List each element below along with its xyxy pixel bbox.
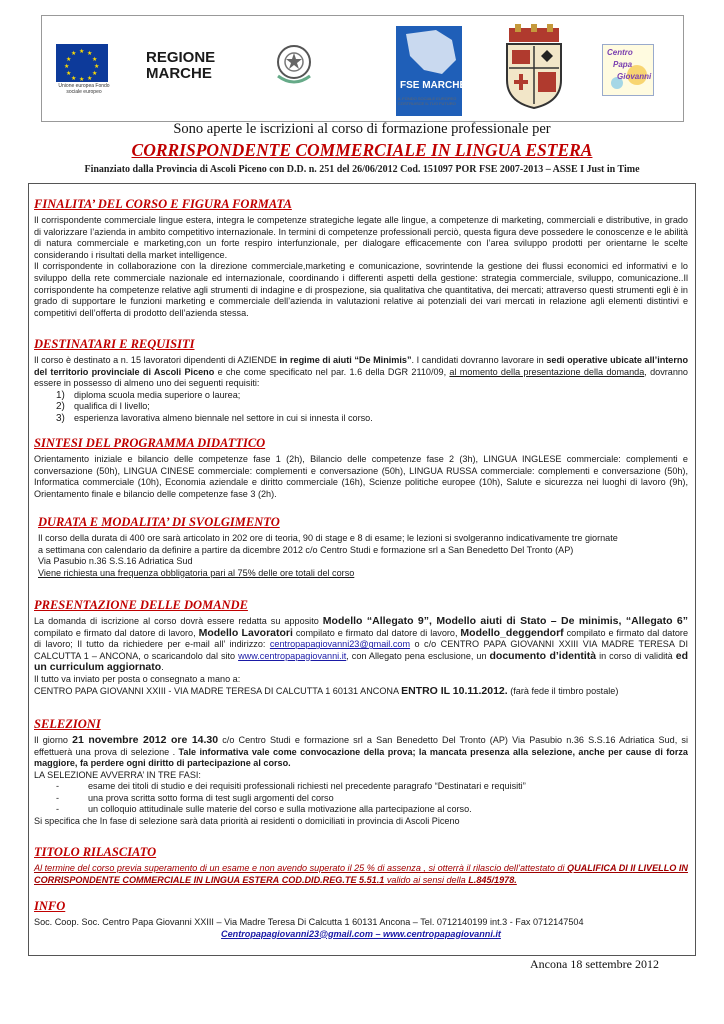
section-title-selezioni: SELEZIONI <box>34 717 101 731</box>
regione-marche-logo <box>146 49 216 82</box>
eu-caption: Unione europea Fondo sociale europeo <box>58 83 110 95</box>
presentazione-text-k: in corso di validità <box>596 650 676 661</box>
selezioni-text-d: Tale informativa vale come convocazione della prova; la mancata presenza alla selezione, anche per cause di forza maggiore, fa perdere ogni diritto di partecipazione al corso. <box>34 746 688 769</box>
section-selezioni <box>34 717 688 827</box>
presentazione-text-d: Modello Lavoratori <box>198 626 293 639</box>
titolo-paragraph <box>34 863 688 886</box>
section-title-finalita: FINALITA’ DEL CORSO E FIGURA FORMATA <box>34 197 292 211</box>
course-title: CORRISPONDENTE COMMERCIALE IN LINGUA ESTERA <box>131 140 593 160</box>
presentazione-text-c: compilato e firmato dal datore di lavoro, <box>34 627 199 638</box>
regione-marche-text: REGIONE MARCHE <box>146 49 216 82</box>
section-title-presentazione: PRESENTAZIONE DELLE DOMANDE <box>34 598 248 612</box>
durata-line-4: Viene richiesta una frequenza obbligatoria pari al 75% delle ore totali del corso <box>38 567 355 578</box>
presentazione-text-j: documento d’identità <box>489 649 597 662</box>
durata-line-3: Via Pasubio n.36 S.S.16 Adriatica Sud <box>38 556 193 567</box>
presentazione-text-m: . <box>161 662 164 673</box>
fse-caption: IL FONDO SOCIALE EUROPEO COSTRUISCE IL TUO FUTURO <box>398 96 457 106</box>
list-item-text: esperienza lavorativa almeno biennale nel settore in cui si innesta il corso. <box>74 412 373 423</box>
info-contact-line: Soc. Coop. Soc. Centro Papa Giovanni XXIII – Via Madre Teresa Di Calcutta 1 60131 Ancona – Tel. 0712140199 int.3 - Fax 0712147504 <box>34 917 584 927</box>
eu-flag-logo: ★ ★ ★ ★ ★ ★ ★ ★ ★ ★ ★ ★ <box>56 44 108 82</box>
postmark-note: (farà fede il timbro postale) <box>507 685 619 696</box>
list-item-text: diploma scuola media superiore o laurea; <box>74 389 241 400</box>
section-title-durata: DURATA E MODALITA’ DI SVOLGIMENTO <box>38 515 280 529</box>
destinatari-text-e: e che come specificato nel par. 1.6 della DGR 2110/09, <box>214 366 450 377</box>
italian-republic-emblem-icon <box>272 40 316 88</box>
contact-links[interactable]: Centropapagiovanni23@gmail.com – www.centropapagiovanni.it <box>221 928 501 939</box>
destinatari-text-f: al momento della presentazione della domanda <box>449 366 645 377</box>
destinatari-text-c: . I candidati dovranno lavorare in <box>411 355 547 365</box>
list-item-number: 1) <box>56 389 65 401</box>
intro-text: Sono aperte le iscrizioni al corso di formazione professionale per <box>173 121 551 137</box>
presentazione-paragraph <box>34 616 688 674</box>
list-item-number: 3) <box>56 412 65 424</box>
section-title-destinatari: DESTINATARI E REQUISITI <box>34 337 195 351</box>
durata-line-1: Il corso della durata di 400 ore sarà articolato in 202 ore di teoria, 90 di stage e 8 di esame; le lezioni si svolgeranno indicativamente tre giornate <box>38 533 618 543</box>
section-presentazione <box>34 598 688 697</box>
destinatari-text-b: in regime di aiuti “De Minimis” <box>279 355 412 365</box>
requirements-list <box>56 390 688 425</box>
section-durata <box>38 515 692 579</box>
logo-band <box>41 15 684 122</box>
destinatari-text-a: Il corso è destinato a n. 15 lavoratori dipendenti di AZIENDE <box>34 355 280 365</box>
presentazione-text-l: ed un curriculum aggiornato <box>34 649 688 674</box>
destinatari-text-g: , dovranno essere in possesso di almeno uno dei seguenti requisiti: <box>34 366 688 389</box>
selection-date: 21 novembre 2012 ore 14.30 <box>72 734 219 746</box>
presentazione-text-f: Modello_deggendorf <box>460 626 564 639</box>
section-finalita <box>34 197 688 319</box>
list-item-number: 2) <box>56 401 65 413</box>
titolo-text-a: Al termine del corso previa superamento di un esame e non avendo superato il 25 % di assenza , si otterrà il rilascio dell’attestato di <box>34 863 568 873</box>
selection-phases-list <box>34 781 688 815</box>
presentazione-send-line: Il tutto va inviato per posta o consegnato a mano a: <box>34 673 241 684</box>
cpg-logo-line1: Centro <box>607 48 633 57</box>
section-title-titolo: TITOLO RILASCIATO <box>34 845 157 859</box>
section-title-sintesi: SINTESI DEL PROGRAMMA DIDATTICO <box>34 436 266 450</box>
list-item <box>34 793 688 804</box>
funding-line: Finanziato dalla Provincia di Ascoli Piceno con D.D. n. 251 del 26/06/2012 Cod. 151097 POR FSE 2007-2013 – ASSE I Just in Time <box>84 164 640 175</box>
province-coat-of-arms-icon <box>503 24 565 110</box>
marche-map-icon <box>396 26 462 78</box>
section-sintesi <box>34 436 688 500</box>
durata-line-2: a settimana con calendario da definire a partire da dicembre 2012 c/o Centro Studi e formazione srl a San Benedetto Del Tronto (AP) <box>38 544 574 555</box>
selezioni-text-c: c/o Centro Studi e formazione srl a San Benedetto Del Tronto (AP) Via Pasubio n.36 S.S.16 Adriatica Sud, si effettuerà una prova di selezione . <box>34 735 688 757</box>
finalita-paragraph-2: Il corrispondente in collaborazione con la direzione commerciale,marketing e comunicazione, sovrintende la gestione dei flussi economici ed informativi e lo sviluppo della rete commerciale nazionale ed internazionale, coordinando i differenti aspetti della gestione: strategia commerciale, sviluppo, comunicazione..Il corrispondente ha competenze relative agli strumenti di indagine e di prospezione, sia qualitativa che quantitativa, dei mercati; attraverso questi strumenti egli è in grado di supportare le funzioni marketing e commerciale dell’azienda in valutazioni relative ai potenziali dei vari mercati in relazione agli elementi distintivi e competitivi dell’offerta di prodotto dell’azienda stessa. <box>34 261 688 318</box>
sintesi-paragraph: Orientamento iniziale e bilancio delle competenze fase 1 (2h), Bilancio delle competenze fase 2 (3h), LINGUA INGLESE commerciale: complementi e conversazione (50h), LINGUA CINESE commerciale: complementi e conversazione (50h), LINGUA RUSSA commerciale: complementi e conversazione (50h), Informatica commerciale (10h), Economia aziendale e diritto commerciale (16h), Scienze politiche europee (10h), Salute e sicurezza nei luoghi di lavoro (9h), Orientamento finale e bilancio delle competenze fase 3 (2h). <box>34 454 688 499</box>
section-title-info: INFO <box>34 899 66 913</box>
selezioni-paragraph <box>34 735 688 770</box>
centro-papa-giovanni-logo <box>602 44 654 96</box>
list-item <box>34 781 688 792</box>
selezioni-intro: LA SELEZIONE AVVERRA’ IN TRE FASI: <box>34 769 201 780</box>
section-info <box>34 899 688 940</box>
selezioni-priority: Si specifica che In fase di selezione sarà data priorità ai residenti o domiciliati in provincia di Ascoli Piceno <box>34 815 460 826</box>
presentazione-text-g: compilato e firmato dal datore di lavoro; Il tutto da richiedere per e-mail all’ indirizzo: <box>34 627 689 650</box>
cpg-logo-line3: Giovanni <box>617 72 652 81</box>
qualification-name: QUALIFICA DI II LIVELLO IN CORRISPONDENTE COMMERCIALE IN LINGUA ESTERA <box>34 863 688 885</box>
website-link[interactable]: www.centropapagiovanni.it <box>238 650 347 661</box>
presentazione-text-e: compilato e firmato dal datore di lavoro, <box>292 627 461 638</box>
law-reference: L.845/1978. <box>468 874 517 885</box>
presentazione-text-i: , con Allegato pena esclusione, un <box>346 650 490 661</box>
list-item <box>56 390 688 402</box>
destinatari-text-d: sedi operative ubicate all’interno del territorio provinciale di Ascoli Piceno <box>34 355 689 377</box>
presentazione-text-a: La domanda di iscrizione al corso dovrà essere redatta su apposito <box>34 616 323 626</box>
document-date: Ancona 18 settembre 2012 <box>530 957 659 971</box>
section-destinatari <box>34 337 688 425</box>
titolo-text-e: valido ai sensi della <box>384 874 469 885</box>
destinatari-paragraph <box>34 355 688 390</box>
list-item <box>56 413 688 425</box>
fse-marche-label: FSE MARCHE <box>400 80 467 91</box>
list-item-text: qualifica di I livello; <box>74 401 150 412</box>
list-item-text: un colloquio attitudinale sulle materie del corso e sulla motivazione alla partecipazione al corso. <box>88 804 472 815</box>
info-email-website <box>34 929 688 941</box>
address-text: CENTRO PAPA GIOVANNI XXIII - VIA MADRE TERESA DI CALCUTTA 1 60131 ANCONA <box>34 685 402 696</box>
deadline-text: ENTRO IL 10.11.2012. <box>401 684 508 697</box>
presentazione-text-b: Modello “Allegato 9”, Modello aiuti di Stato – De minimis, “Allegato 6” <box>322 615 688 627</box>
email-link[interactable]: centropapagiovanni23@gmail.com <box>269 639 411 650</box>
list-item <box>56 401 688 413</box>
selezioni-text-a: Il giorno <box>34 735 73 745</box>
cpg-logo-line2: Papa <box>613 60 633 69</box>
qualification-code: COD.DID.REG.TE 5.51.1 <box>281 874 385 885</box>
list-item <box>34 804 688 815</box>
list-item-text: esame dei titoli di studio e dei requisiti professionali richiesti nel precedente paragrafo “Destinatari e requisiti” <box>88 781 526 792</box>
presentazione-text-h: o c/o CENTRO PAPA GIOVANNI XXIII VIA MADRE TERESA DI CALCUTTA 1 – ANCONA, o scaricandolo dal sito <box>34 639 688 661</box>
section-titolo <box>34 845 688 886</box>
list-item-text: una prova scritta sotto forma di test sugli argomenti del corso <box>88 792 334 803</box>
finalita-paragraph-1: Il corrispondente commerciale lingue estera, integra le competenze strategiche legate alle lingue, a competenze di marketing, commerciali e distributive, in grado di valorizzare l’azienda in ambito competitivo internazionale. In termini di competenze professionali perciò, questa figura deve possedere le conoscenze e le abilità di natura commerciale e marketing,con un forte respiro interfunzionale, per dialogare efficacemente con l’area sviluppo prodotti per orientarne le scelte considerando i risultati della market intelligence. <box>34 215 688 260</box>
presentazione-address-line <box>34 686 688 698</box>
